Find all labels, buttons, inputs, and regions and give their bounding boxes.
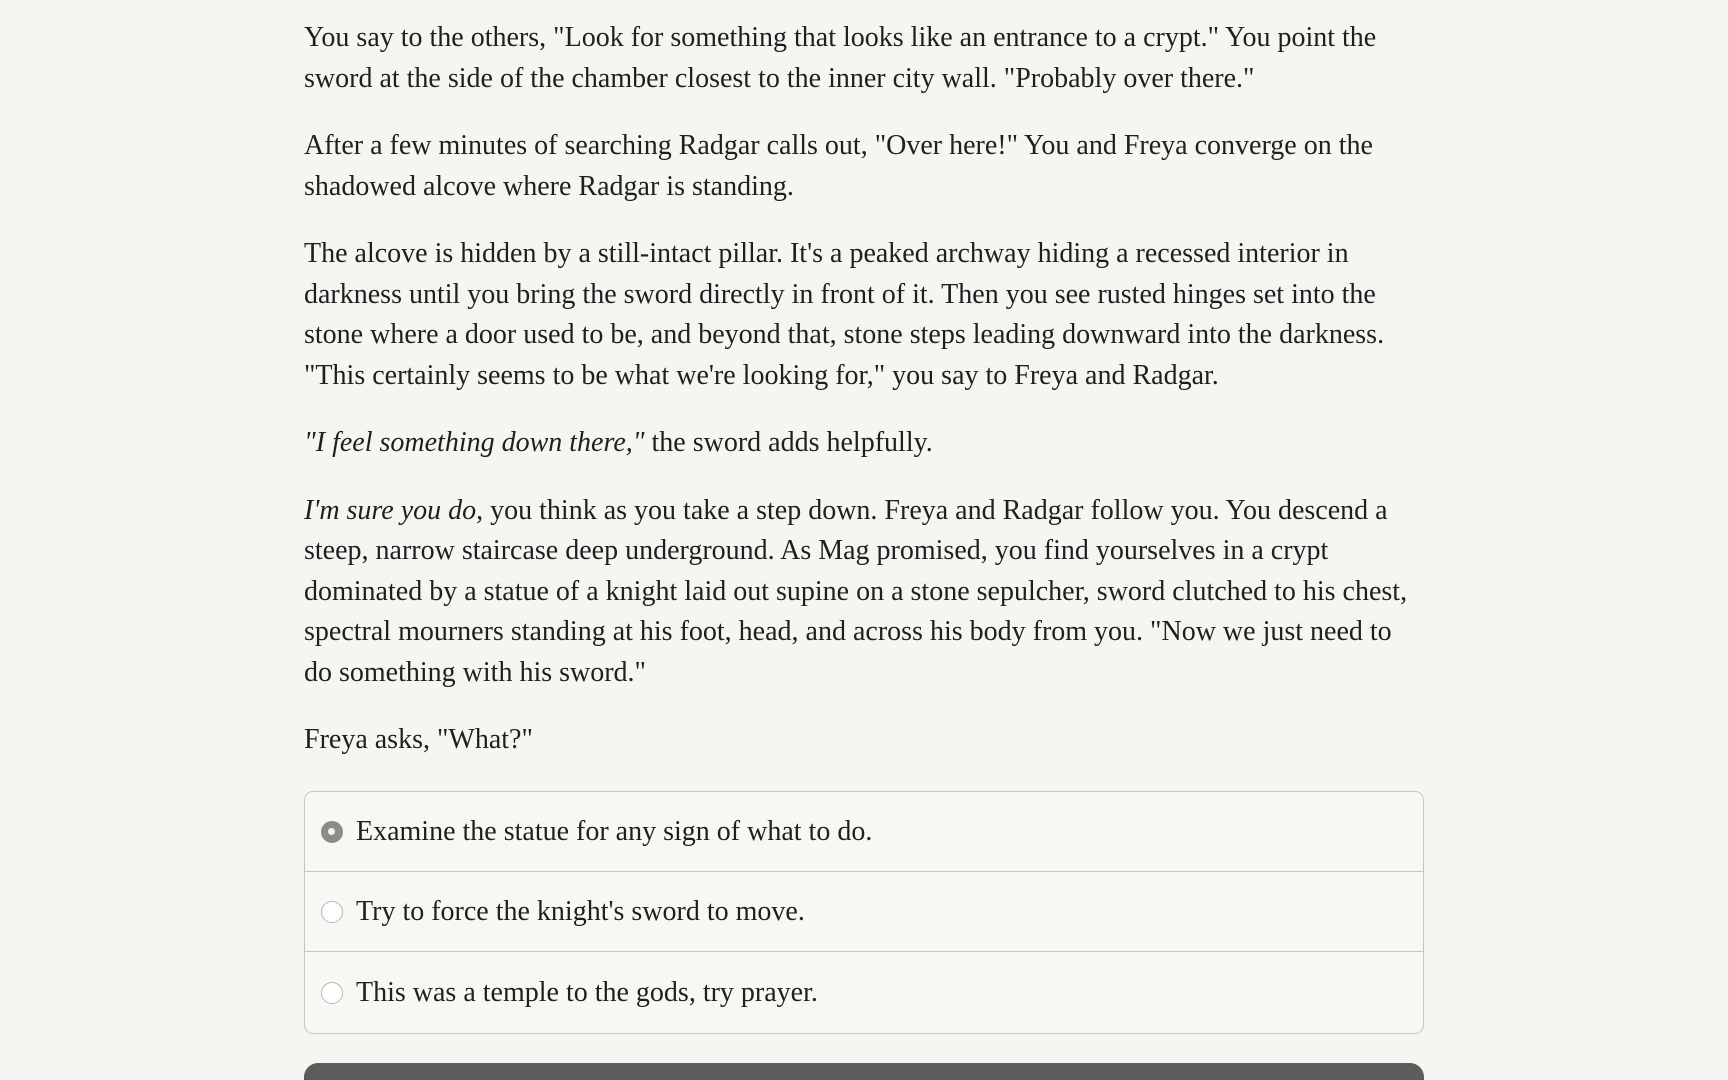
paragraph-text: the sword adds helpfully. [644,427,933,458]
choice-option-try-prayer[interactable] [305,952,1423,1033]
story-paragraph [304,491,1424,694]
story-paragraph [304,126,1424,207]
choice-label: Try to force the knight's sword to move. [356,895,805,927]
inner-thought: I'm sure you do, [304,494,484,526]
story-paragraph [304,234,1424,396]
story-paragraph [304,720,1424,761]
choice-list [304,791,1424,1034]
radio-icon[interactable] [321,982,343,1004]
paragraph-text: After a few minutes of searching Radgar calls out, "Over here!" You and Freya converge on the shadowed alcove where Radgar is standing. [304,130,1373,202]
story-paragraph [304,423,1424,464]
paragraph-text: you think as you take a step down. Freya and Radgar follow you. You descend a steep, narrow staircase deep underground. As Mag promised, you find yourselves in a crypt dominated by a statue of a knight laid out supine on a stone sepulcher, sword clutched to his chest, spectral mourners standing at his foot, head, and across his body from you. "Now we just need to do something with his sword." [304,494,1408,688]
paragraph-text: You say to the others, "Look for something that looks like an entrance to a crypt." You point the sword at the side of the chamber closest to the inner city wall. "Probably over there." [304,22,1377,94]
paragraph-text: Freya asks, "What?" [304,724,533,755]
choice-label: Examine the statue for any sign of what to do. [356,815,873,847]
story-text [304,18,1424,788]
paragraph-text: The alcove is hidden by a still-intact pillar. It's a peaked archway hiding a recessed interior in darkness until you bring the sword directly in front of it. Then you see rusted hinges set into the stone where a door used to be, and beyond that, stone steps leading downward into the darkness. "This certainly seems to be what we're looking for," you say to Freya and Radgar. [304,238,1385,391]
sword-dialogue: "I feel something down there," [304,427,645,458]
story-paragraph [304,18,1424,99]
choice-option-force-sword[interactable] [305,872,1423,952]
choice-option-examine-statue[interactable] [305,792,1423,872]
choice-label: This was a temple to the gods, try prayer. [356,976,818,1008]
continue-button[interactable] [304,1063,1424,1080]
radio-selected-icon[interactable] [321,821,343,843]
radio-icon[interactable] [321,901,343,923]
